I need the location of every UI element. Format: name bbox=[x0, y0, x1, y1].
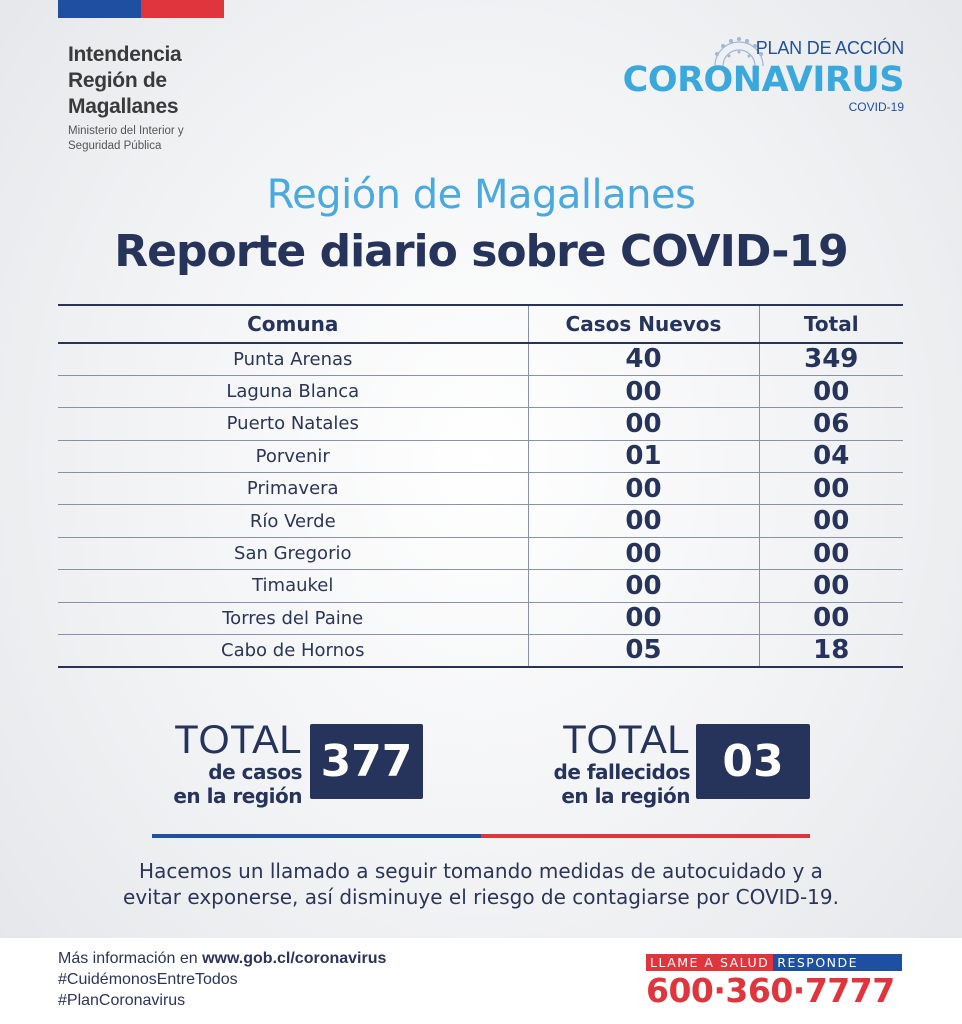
cell-comuna: Río Verde bbox=[58, 505, 528, 537]
cell-nuevos: 00 bbox=[528, 570, 759, 602]
table-row bbox=[58, 602, 903, 634]
gov-line-3: Magallanes bbox=[68, 95, 179, 118]
message-line-2: evitar exponerse, así disminuye el riesgo de contagiarse por COVID-19. bbox=[123, 885, 839, 909]
total-cases-line2: en la región bbox=[173, 784, 302, 808]
report-title: Reporte diario sobre COVID-19 bbox=[114, 226, 848, 277]
table-row bbox=[58, 440, 903, 472]
total-deaths-value: 03 bbox=[696, 724, 810, 799]
table-row bbox=[58, 408, 903, 440]
divider-red-segment bbox=[481, 834, 810, 838]
table-row bbox=[58, 343, 903, 375]
cell-nuevos: 05 bbox=[528, 635, 759, 667]
plan-accion-logo bbox=[622, 30, 904, 120]
plan-covid-label: COVID-19 bbox=[848, 100, 904, 114]
total-cases-heading: TOTAL bbox=[174, 718, 302, 762]
cell-nuevos: 00 bbox=[528, 602, 759, 634]
table-row bbox=[58, 375, 903, 407]
total-cases-line1: de casos bbox=[208, 760, 302, 784]
region-title: Región de Magallanes bbox=[266, 172, 696, 218]
total-deaths-label bbox=[530, 720, 690, 808]
table-row bbox=[58, 635, 903, 667]
salud-responde-logo bbox=[646, 954, 902, 1011]
cell-total: 04 bbox=[759, 440, 903, 472]
total-deaths-line2: en la región bbox=[561, 784, 690, 808]
gov-sub-text bbox=[68, 124, 268, 154]
cases-table bbox=[58, 304, 903, 668]
header-comuna: Comuna bbox=[58, 305, 528, 343]
flag-blue-segment bbox=[58, 0, 141, 18]
salud-phone-number: 600·360·7777 bbox=[646, 971, 895, 1010]
total-deaths-heading: TOTAL bbox=[562, 718, 690, 762]
flag-bar bbox=[58, 0, 224, 18]
cell-nuevos: 00 bbox=[528, 473, 759, 505]
cell-total: 06 bbox=[759, 408, 903, 440]
salud-blue-label: RESPONDE bbox=[773, 954, 902, 971]
cell-total: 00 bbox=[759, 537, 903, 569]
gov-sub-line-1: Ministerio del Interior y bbox=[68, 125, 184, 137]
cell-total: 349 bbox=[759, 343, 903, 375]
info-prefix: Más información en bbox=[58, 950, 203, 967]
cell-comuna: Primavera bbox=[58, 473, 528, 505]
salud-red-label: LLAME A SALUD bbox=[646, 954, 773, 971]
total-cases-label bbox=[150, 720, 302, 808]
cell-nuevos: 40 bbox=[528, 343, 759, 375]
selfcare-message bbox=[0, 858, 962, 910]
footer-info-line bbox=[58, 948, 386, 969]
table-row bbox=[58, 537, 903, 569]
header-total: Total bbox=[759, 305, 903, 343]
message-line-1: Hacemos un llamado a seguir tomando medidas de autocuidado y a bbox=[139, 859, 823, 883]
gov-line-2: Región de bbox=[68, 69, 167, 92]
total-deaths-line1: de fallecidos bbox=[553, 760, 690, 784]
table-header-row bbox=[58, 305, 903, 343]
cell-nuevos: 00 bbox=[528, 505, 759, 537]
plan-main-title: CORONAVIRUS bbox=[622, 60, 904, 100]
cell-nuevos: 00 bbox=[528, 408, 759, 440]
cell-comuna: Porvenir bbox=[58, 440, 528, 472]
cell-comuna: Puerto Natales bbox=[58, 408, 528, 440]
gov-sub-line-2: Seguridad Pública bbox=[68, 140, 162, 152]
cell-comuna: Timaukel bbox=[58, 570, 528, 602]
cell-comuna: Laguna Blanca bbox=[58, 375, 528, 407]
cell-nuevos: 01 bbox=[528, 440, 759, 472]
cell-total: 00 bbox=[759, 505, 903, 537]
hashtag-2: #PlanCoronavirus bbox=[58, 992, 186, 1009]
cell-comuna: Torres del Paine bbox=[58, 602, 528, 634]
cell-total: 18 bbox=[759, 635, 903, 667]
salud-bar bbox=[646, 954, 902, 971]
cell-nuevos: 00 bbox=[528, 537, 759, 569]
footer-info bbox=[58, 948, 386, 1011]
cell-comuna: Cabo de Hornos bbox=[58, 635, 528, 667]
cell-comuna: Punta Arenas bbox=[58, 343, 528, 375]
total-cases-value: 377 bbox=[310, 724, 423, 799]
gov-line-1: Intendencia bbox=[68, 43, 182, 66]
cell-total: 00 bbox=[759, 602, 903, 634]
plan-title: PLAN DE ACCIÓN bbox=[755, 38, 904, 58]
divider-bar bbox=[152, 834, 810, 838]
footer bbox=[0, 938, 962, 1024]
table-row bbox=[58, 473, 903, 505]
header-casos-nuevos: Casos Nuevos bbox=[528, 305, 759, 343]
info-url-link[interactable]: www.gob.cl/coronavirus bbox=[202, 950, 387, 967]
table-row bbox=[58, 505, 903, 537]
cell-nuevos: 00 bbox=[528, 375, 759, 407]
flag-red-segment bbox=[141, 0, 224, 18]
table-row bbox=[58, 570, 903, 602]
government-logo bbox=[68, 42, 268, 154]
hashtag-1: #CuidémonosEntreTodos bbox=[58, 971, 238, 988]
cell-total: 00 bbox=[759, 375, 903, 407]
cell-comuna: San Gregorio bbox=[58, 537, 528, 569]
divider-blue-segment bbox=[152, 834, 481, 838]
cell-total: 00 bbox=[759, 570, 903, 602]
cell-total: 00 bbox=[759, 473, 903, 505]
